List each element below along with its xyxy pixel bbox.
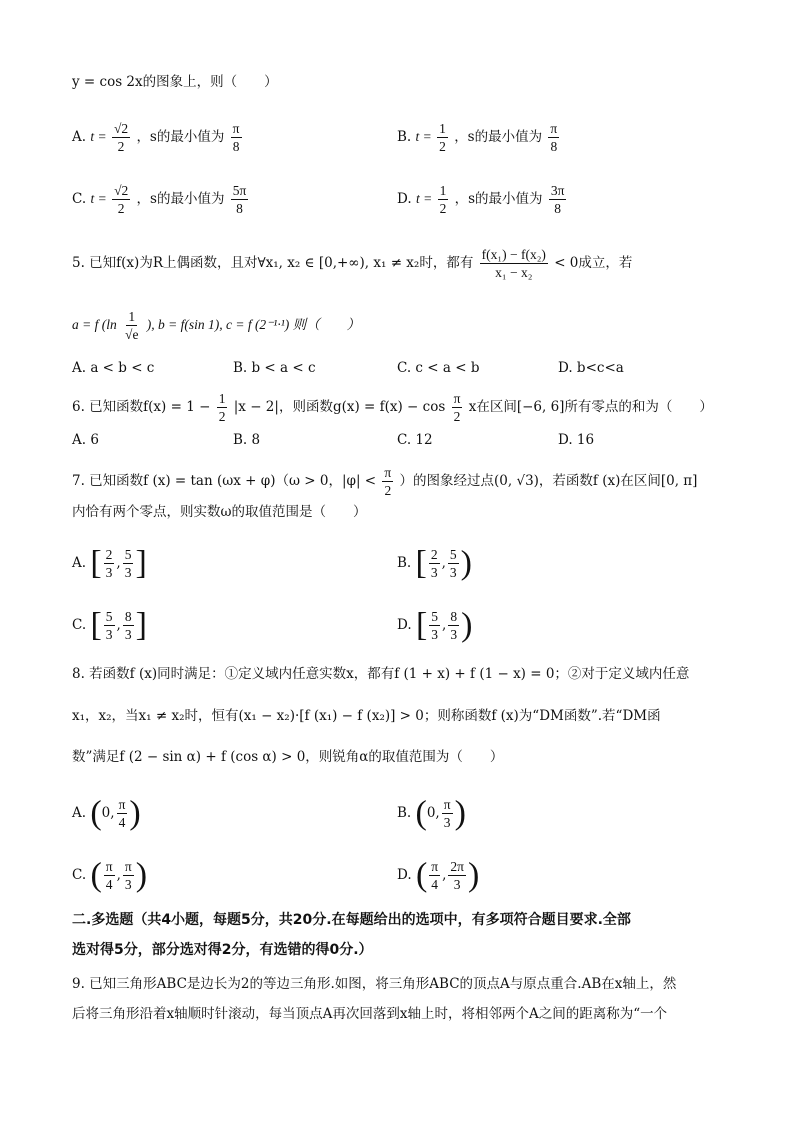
- q7-option-c[interactable]: C. [ $\frac{5}{3}$ , $\frac{8}{3}$ ]: [72, 606, 147, 644]
- fraction: $\frac{5\pi}{8}$: [232, 183, 247, 216]
- q6-option-c[interactable]: C. 12: [397, 432, 433, 448]
- q5-option-c[interactable]: C. c < a < b: [397, 360, 480, 376]
- option-letter: A.: [72, 805, 87, 821]
- option-letter: D.: [397, 617, 412, 633]
- option-letter: B.: [397, 129, 412, 145]
- q6-stem: 6. 已知函数f(x) = 1 − $\frac{1}{2}$ |x − 2|，则函数g(x) = f(x) − cos $\frac{\pi}{2}$ x在区间[−6, 6]所有零点的和为（ ）: [72, 391, 713, 424]
- option-letter: D.: [397, 191, 412, 207]
- q5-definitions: a = f (ln $\frac{1}{√e}$ ), b = f(sin 1), c = f (2⁻¹·¹) 则（ ）: [72, 309, 361, 342]
- q8-option-a[interactable]: A. (0, $\frac{\pi}{4}$ ): [72, 794, 141, 832]
- fraction: $\frac{\pi}{8}$: [550, 121, 558, 154]
- option-letter: A.: [72, 129, 87, 145]
- fraction: $\frac{1}{2}$: [439, 121, 446, 154]
- q8-option-c[interactable]: C. ( $\frac{\pi}{4}$ , $\frac{\pi}{3}$ ): [72, 856, 148, 894]
- option-letter: B.: [397, 805, 412, 821]
- option-letter: C.: [72, 617, 87, 633]
- q8-stem-line1: 8. 若函数f (x)同时满足：①定义域内任意实数x，都有f (1 + x) + f (1 − x) = 0；②对于定义域内任意: [72, 666, 690, 682]
- q5-option-a[interactable]: A. a < b < c: [72, 360, 155, 376]
- option-text: ，s的最小值为: [136, 129, 225, 145]
- q7-option-a[interactable]: A. [ $\frac{2}{3}$ , $\frac{5}{3}$ ]: [72, 544, 147, 582]
- fraction: $\frac{√2}{2}$: [114, 183, 129, 216]
- fraction: $\frac{3\pi}{8}$: [550, 183, 565, 216]
- option-text: ，s的最小值为: [454, 191, 543, 207]
- section-heading: 二.多选题（共4小题，每题5分，共20分.在每题给出的选项中，有多项符合题目要求.全部: [72, 912, 631, 928]
- option-letter: C.: [72, 191, 87, 207]
- q9-stem-line2: 后将三角形沿着x轴顺时针滚动，每当顶点A再次回落到x轴上时，将相邻两个A之间的距离称为“一个: [72, 1006, 668, 1022]
- q8-option-b[interactable]: B. (0, $\frac{\pi}{3}$ ): [397, 794, 466, 832]
- q7-option-b[interactable]: B. [ $\frac{2}{3}$ , $\frac{5}{3}$ ): [397, 544, 472, 582]
- fraction: $\frac{\pi}{2}$: [453, 391, 461, 424]
- q4-option-a[interactable]: A. t = $\frac{√2}{2}$ ，s的最小值为 $\frac{\pi}{8}$: [72, 121, 240, 154]
- q8-stem-line3: 数”满足f (2 − sin α) + f (cos α) > 0，则锐角α的取值范围为（ ）: [72, 749, 504, 765]
- fraction: $\frac{\text{f(x₁) − f(x₂)}}{\text{x₁ − x₂}}$: [481, 247, 546, 280]
- q8-option-d[interactable]: D. ( $\frac{\pi}{4}$ , $\frac{2\pi}{3}$ ): [397, 856, 480, 894]
- option-text: ，s的最小值为: [454, 129, 543, 145]
- q6-option-d[interactable]: D. 16: [558, 432, 595, 448]
- q7-option-d[interactable]: D. [ $\frac{5}{3}$ , $\frac{8}{3}$ ): [397, 606, 473, 644]
- option-letter: D.: [397, 867, 412, 883]
- option-letter: B.: [397, 555, 412, 571]
- fraction: $\frac{√2}{2}$: [113, 121, 129, 154]
- fraction: $\frac{1}{√e}$: [125, 309, 139, 342]
- q7-stem-cont: 内恰有两个零点，则实数ω的取值范围是（ ）: [72, 504, 367, 520]
- q6-option-a[interactable]: A. 6: [72, 432, 99, 448]
- fraction: $\frac{1}{2}$: [218, 391, 226, 424]
- option-letter: C.: [72, 867, 87, 883]
- q9-stem-line1: 9. 已知三角形ABC是边长为2的等边三角形.如图，将三角形ABC的顶点A与原点重合.AB在x轴上，然: [72, 976, 677, 992]
- q8-stem-line2: x₁，x₂，当x₁ ≠ x₂时，恒有(x₁ − x₂)·[f (x₁) − f (x₂)] > 0；则称函数f (x)为“DM函数”.若“DM函: [72, 708, 661, 724]
- fraction: $\frac{1}{2}$: [439, 183, 447, 216]
- q4-option-d[interactable]: D. t = $\frac{1}{2}$ ，s的最小值为 $\frac{3\pi}{8}$: [397, 183, 565, 216]
- q5-option-d[interactable]: D. b<c<a: [558, 360, 624, 376]
- q4-option-b[interactable]: B. t = $\frac{1}{2}$ ，s的最小值为 $\frac{\pi}{8}$: [397, 121, 558, 154]
- q6-option-b[interactable]: B. 8: [233, 432, 261, 448]
- option-text: ，s的最小值为: [136, 191, 225, 207]
- q4-option-c[interactable]: C. t = $\frac{√2}{2}$ ，s的最小值为 $\frac{5\pi}{8}$: [72, 183, 247, 216]
- section-heading-cont: 选对得5分，部分选对得2分，有选错的得0分.）: [72, 942, 373, 958]
- q4-stem-tail: y = cos 2x的图象上，则（ ）: [72, 74, 278, 90]
- q5-stem: 5. 已知f(x)为R上偶函数，且对∀x₁, x₂ ∈ [0,+∞), x₁ ≠ x₂时，都有 $\frac{\text{f(x₁) − f(x₂)}}{\text{x₁ − x₂}}$ < 0成立，若: [72, 247, 633, 280]
- fraction: $\frac{\pi}{8}$: [232, 121, 240, 154]
- q5-option-b[interactable]: B. b < a < c: [233, 360, 316, 376]
- fraction: $\frac{\pi}{2}$: [384, 465, 392, 498]
- q7-stem: 7. 已知函数f (x) = tan (ωx + φ)（ω > 0，|φ| < $\frac{\pi}{2}$ ）的图象经过点(0, √3)，若函数f (x)在区间[0, π]: [72, 465, 698, 498]
- option-letter: A.: [72, 555, 87, 571]
